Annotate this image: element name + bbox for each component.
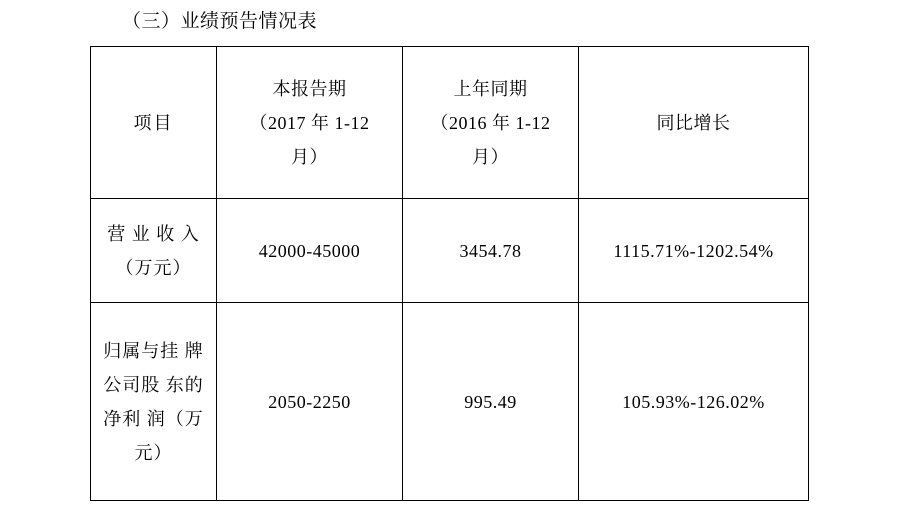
header-previous-line-2: （2016 年 1-12 [430, 112, 551, 133]
header-cell-growth: 同比增长 [579, 47, 809, 199]
cell-net-profit-previous: 995.49 [403, 303, 579, 501]
performance-forecast-table-wrapper [90, 46, 808, 501]
cell-revenue-growth: 1115.71%-1202.54% [579, 199, 809, 303]
header-previous-line-1: 上年同期 [453, 78, 528, 99]
header-cell-item: 项目 [91, 47, 217, 199]
header-previous-line-3: 月） [472, 146, 509, 167]
row-label-net-profit [91, 303, 217, 501]
row-label-revenue [91, 199, 217, 303]
table-row [91, 199, 809, 303]
header-cell-previous-period [403, 47, 579, 199]
header-current-line-2: （2017 年 1-12 [249, 112, 370, 133]
cell-net-profit-current: 2050-2250 [217, 303, 403, 501]
row-label-net-profit-line-4: 润（万元） [134, 408, 204, 463]
row-label-net-profit-line-2: 牌公司股 [103, 340, 204, 395]
performance-forecast-table [90, 46, 809, 501]
cell-revenue-current: 42000-45000 [217, 199, 403, 303]
row-label-net-profit-line-3: 东的净利 [103, 374, 204, 429]
header-current-line-3: 月） [291, 146, 328, 167]
table-header-row [91, 47, 809, 199]
header-cell-current-period [217, 47, 403, 199]
cell-net-profit-growth: 105.93%-126.02% [579, 303, 809, 501]
row-label-revenue-line-1: 营 业 收 入 [107, 223, 200, 244]
header-current-line-1: 本报告期 [272, 78, 347, 99]
row-label-revenue-line-2: （万元） [115, 257, 192, 278]
table-row [91, 303, 809, 501]
section-heading: （三）业绩预告情况表 [122, 11, 318, 32]
cell-revenue-previous: 3454.78 [403, 199, 579, 303]
row-label-net-profit-line-1: 归属与挂 [103, 340, 180, 361]
